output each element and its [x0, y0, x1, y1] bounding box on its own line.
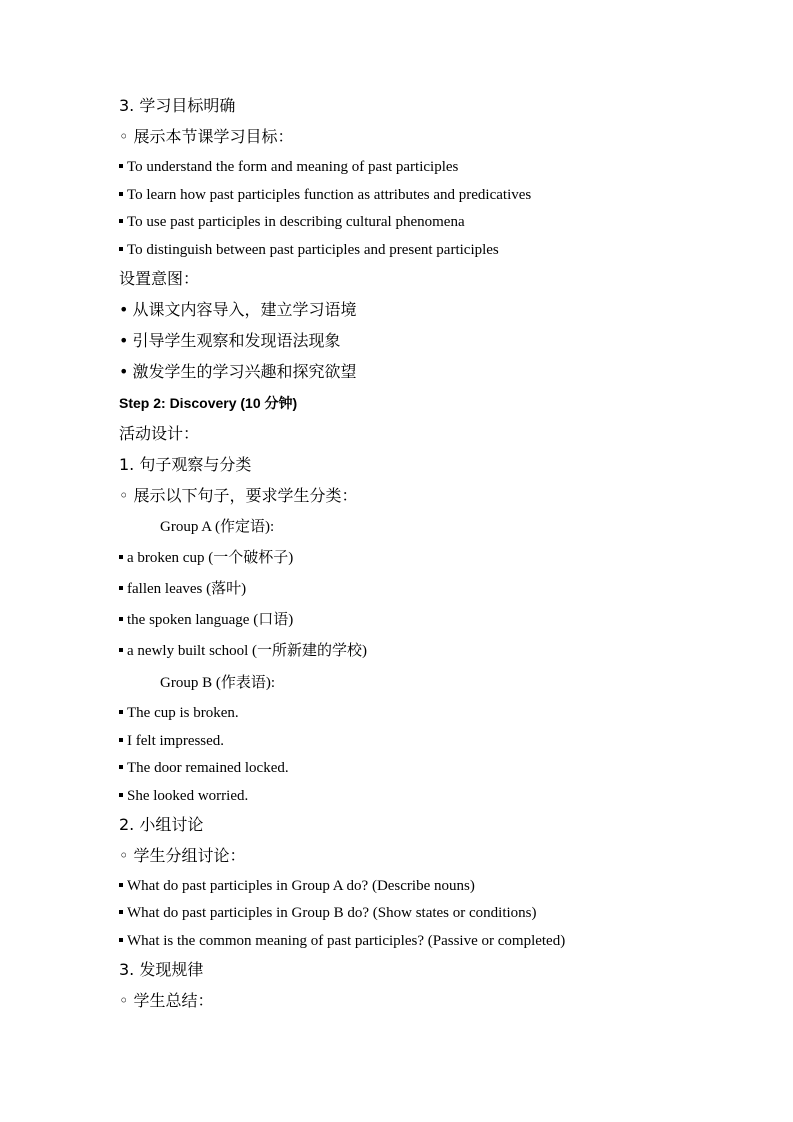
group-b-item — [119, 706, 239, 721]
square-bullet-icon — [119, 617, 123, 621]
group-a-text: a broken cup (一个破杯子) — [127, 550, 294, 566]
group-a-item — [119, 551, 293, 566]
objective-item — [119, 215, 465, 230]
show-sentences-instruction: ◦ 展示以下句子，要求学生分类： — [119, 486, 358, 505]
activity-design-label: 活动设计： — [119, 424, 200, 443]
dot-bullet-icon: • — [119, 300, 129, 319]
square-bullet-icon — [119, 192, 123, 196]
group-a-text: fallen leaves (落叶) — [127, 581, 247, 597]
square-bullet-icon — [119, 710, 123, 714]
intent-item — [119, 302, 356, 318]
group-b-item — [119, 734, 224, 749]
square-bullet-icon — [119, 247, 123, 251]
objective-text: To understand the form and meaning of past participles — [127, 159, 459, 175]
group-a-label: Group A (作定语): — [160, 519, 275, 535]
discussion-question — [119, 906, 537, 921]
student-summary-label: ◦ 学生总结： — [119, 991, 214, 1010]
discussion-question — [119, 879, 475, 894]
subsection-heading-sentence-observation: 1. 句子观察与分类 — [119, 455, 252, 474]
group-b-label: Group B (作表语): — [160, 675, 275, 691]
group-a-item — [119, 582, 246, 597]
square-bullet-icon — [119, 164, 123, 168]
group-a-text: the spoken language (口语) — [127, 612, 294, 628]
group-a-item — [119, 613, 293, 628]
subsection-heading-group-discussion: 2. 小组讨论 — [119, 815, 204, 834]
group-a-item — [119, 644, 367, 659]
square-bullet-icon — [119, 910, 123, 914]
question-text: What do past participles in Group B do? (Show states or conditions) — [127, 905, 537, 921]
intent-text: 激发学生的学习兴趣和探究欲望 — [132, 362, 357, 381]
learning-goals-intro: ◦ 展示本节课学习目标： — [119, 127, 294, 146]
group-b-text: I felt impressed. — [127, 733, 225, 749]
square-bullet-icon — [119, 648, 123, 652]
group-b-text: The cup is broken. — [127, 705, 239, 721]
dot-bullet-icon: • — [119, 331, 129, 350]
square-bullet-icon — [119, 219, 123, 223]
section-heading-learning-goals: 3. 学习目标明确 — [119, 96, 236, 115]
step2-heading: Step 2: Discovery (10 分钟) — [119, 395, 298, 411]
intent-text: 引导学生观察和发现语法现象 — [132, 331, 341, 350]
square-bullet-icon — [119, 793, 123, 797]
dot-bullet-icon: • — [119, 362, 129, 381]
group-b-item — [119, 789, 248, 804]
square-bullet-icon — [119, 883, 123, 887]
square-bullet-icon — [119, 938, 123, 942]
square-bullet-icon — [119, 765, 123, 769]
intent-item — [119, 364, 356, 380]
objective-text: To use past participles in describing cultural phenomena — [127, 214, 465, 230]
objective-item — [119, 243, 499, 258]
discussion-question — [119, 934, 565, 949]
design-intent-label: 设置意图： — [119, 269, 200, 288]
discussion-instruction: ◦ 学生分组讨论： — [119, 846, 246, 865]
question-text: What do past participles in Group A do? (Describe nouns) — [127, 878, 475, 894]
subsection-heading-discover-rules: 3. 发现规律 — [119, 960, 204, 979]
intent-item — [119, 333, 340, 349]
objective-text: To learn how past participles function as attributes and predicatives — [127, 187, 532, 203]
objective-item — [119, 160, 458, 175]
square-bullet-icon — [119, 555, 123, 559]
group-a-text: a newly built school (一所新建的学校) — [127, 643, 367, 659]
question-text: What is the common meaning of past participles? (Passive or completed) — [127, 933, 566, 949]
group-b-text: The door remained locked. — [127, 760, 289, 776]
objective-item — [119, 188, 531, 203]
square-bullet-icon — [119, 738, 123, 742]
group-b-item — [119, 761, 289, 776]
group-b-text: She looked worried. — [127, 788, 249, 804]
intent-text: 从课文内容导入，建立学习语境 — [132, 300, 357, 319]
objective-text: To distinguish between past participles and present participles — [127, 242, 499, 258]
square-bullet-icon — [119, 586, 123, 590]
